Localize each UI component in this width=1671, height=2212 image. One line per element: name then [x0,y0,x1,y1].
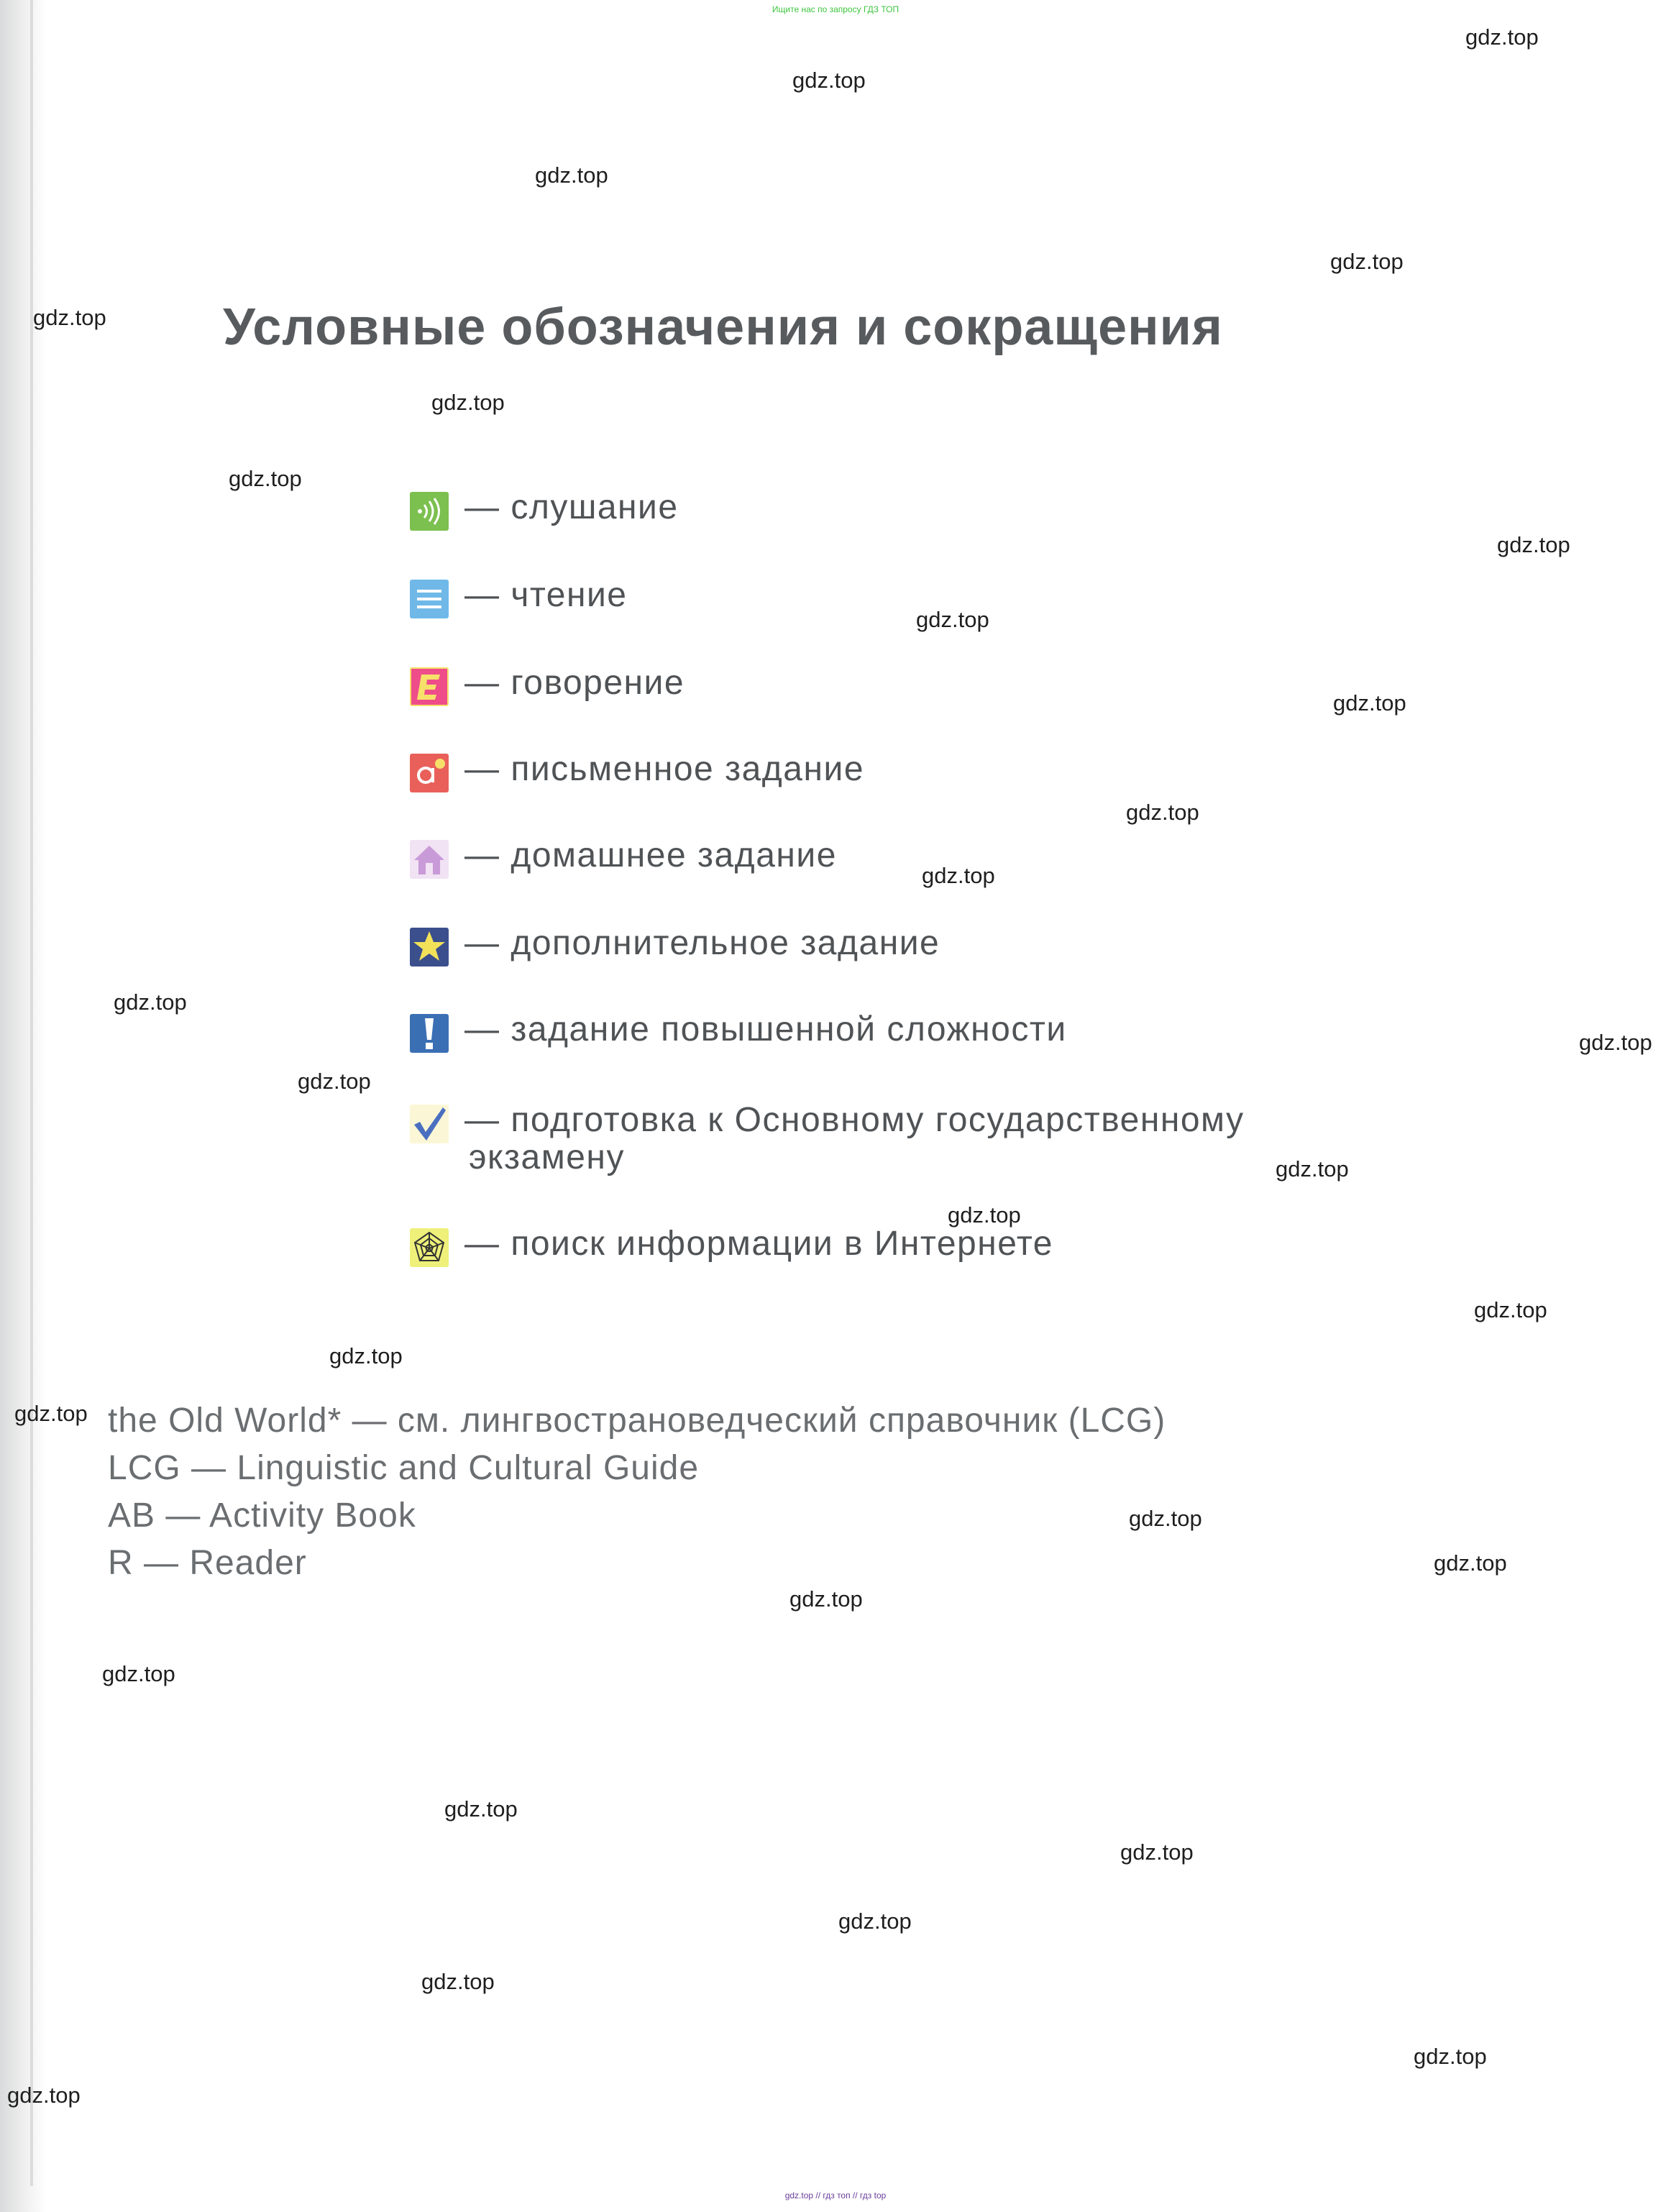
watermark: gdz.top [838,1909,912,1934]
watermark: gdz.top [1434,1550,1507,1576]
watermark: gdz.top [1330,249,1404,274]
watermark: gdz.top [789,1586,863,1612]
watermark: gdz.top [948,1202,1021,1228]
watermark: gdz.top [102,1661,175,1686]
watermark: gdz.top [1465,24,1539,50]
watermark: gdz.top [7,2083,81,2108]
watermark: gdz.top [1579,1030,1652,1055]
watermark: gdz.top [922,863,995,888]
watermark: gdz.top [229,466,302,491]
legend-label: — чтение [464,576,628,614]
writing-icon [410,754,449,792]
watermark: gdz.top [1333,690,1406,716]
legend-item-writing [410,751,864,792]
speaking-icon [410,667,449,706]
watermark: gdz.top [1474,1297,1547,1322]
watermark: gdz.top [1276,1156,1349,1182]
watermark: gdz.top [535,163,608,188]
watermark: gdz.top [792,68,866,93]
watermark: gdz.top [329,1343,403,1368]
legend-label: — подготовка к Основному государственному [464,1101,1245,1139]
legend-item-web [410,1225,1053,1267]
legend-label: — слушание [464,488,679,526]
watermark: gdz.top [421,1969,495,1994]
checkmark-icon [410,1105,449,1143]
reading-icon [410,580,449,618]
footer-note: gdz.top // гдз топ // гдз top [784,2190,887,2200]
legend-item-reading [410,577,628,618]
watermark: gdz.top [298,1069,371,1094]
watermark: gdz.top [114,990,187,1015]
legend-item-speaking [410,664,685,706]
abbreviation-lcg: LCG — Linguistic and Cultural Guide [108,1449,700,1487]
legend-label: — дополнительное задание [464,924,940,962]
watermark: gdz.top [1126,800,1199,825]
legend-item-exclamation [410,1011,1067,1053]
watermark: gdz.top [916,607,989,632]
legend-label: — говорение [464,664,685,702]
header-note: Ищите нас по запросу ГДЗ ТОП [772,4,899,14]
web-icon [410,1228,449,1267]
watermark: gdz.top [431,390,505,415]
legend-label: — письменное задание [464,750,865,788]
watermark: gdz.top [1414,2044,1487,2069]
watermark: gdz.top [33,305,106,330]
legend-label: — задание повышенной сложности [464,1010,1067,1048]
page-binding-shadow [0,0,46,2212]
legend-label-continuation: экзамену [469,1138,625,1176]
legend-item-listening [410,489,679,531]
legend-label: — домашнее задание [464,836,837,874]
watermark: gdz.top [14,1401,88,1426]
page-title: Условные обозначения и сокращения [223,298,1223,356]
watermark: gdz.top [1129,1506,1202,1531]
exclamation-icon [410,1014,449,1053]
watermark: gdz.top [444,1796,518,1822]
abbreviation-r: R — Reader [108,1544,307,1582]
watermark: gdz.top [1497,532,1570,557]
abbreviation-old-world: the Old World* — см. лингвострановедческий справочник (LCG) [108,1402,1166,1440]
abbreviation-ab: AB — Activity Book [108,1496,416,1535]
legend-item-homework [410,837,837,879]
legend-label-multiline [464,1102,1245,1176]
watermark: gdz.top [1120,1839,1194,1865]
legend-item-star [410,925,940,966]
legend-label: — поиск информации в Интернете [464,1225,1053,1263]
star-icon [410,928,449,966]
legend-item-checkmark [410,1102,1245,1176]
homework-icon [410,840,449,879]
listening-icon [410,492,449,531]
